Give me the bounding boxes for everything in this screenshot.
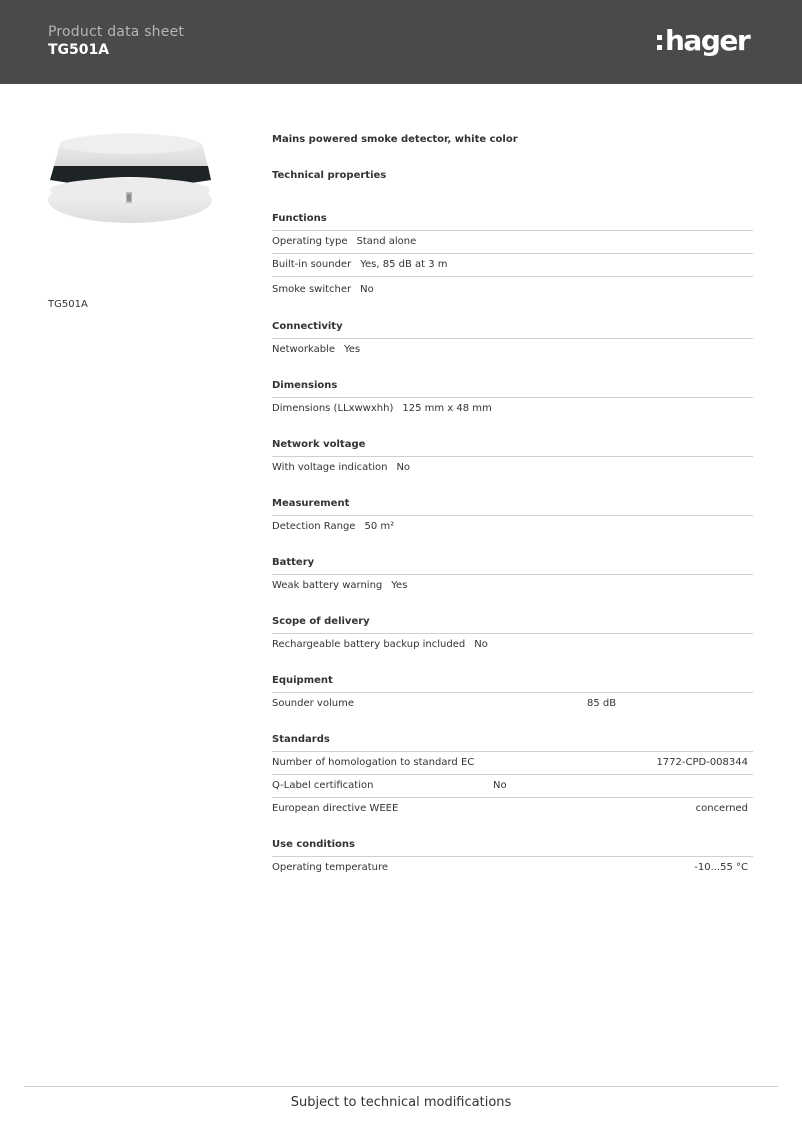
section-title: Use conditions <box>272 839 355 850</box>
section-title: Battery <box>272 557 315 568</box>
property-row <box>272 397 753 420</box>
section-use-conditions <box>272 836 753 879</box>
section-measurement <box>272 495 753 538</box>
property-label: Sounder volume <box>272 698 354 709</box>
property-value: Yes, 85 dB at 3 m <box>360 259 448 270</box>
property-value: 1772-CPD-008344 <box>656 757 748 768</box>
property-row <box>272 751 753 774</box>
property-label: Detection Range <box>272 521 356 532</box>
property-value: No <box>493 780 507 791</box>
property-label: Q-Label certification <box>272 780 374 791</box>
product-details <box>272 131 753 895</box>
property-label: Built-in sounder <box>272 259 352 270</box>
property-row <box>272 774 753 797</box>
section-connectivity <box>272 318 753 361</box>
property-row <box>272 276 753 302</box>
property-value: No <box>396 462 411 473</box>
property-label: Networkable <box>272 344 335 355</box>
section-title: Scope of delivery <box>272 616 370 627</box>
footer-note: Subject to technical modifications <box>290 1095 512 1110</box>
property-row <box>272 456 753 479</box>
property-value: concerned <box>695 803 748 814</box>
property-value: Yes <box>343 344 361 355</box>
property-value: Yes <box>391 580 408 591</box>
logo-text: hager <box>665 23 750 57</box>
section-network-voltage <box>272 436 753 479</box>
property-value: 125 mm x 48 mm <box>402 403 492 414</box>
section-battery <box>272 554 753 597</box>
section-title: Network voltage <box>272 439 366 450</box>
section-functions <box>272 210 753 302</box>
property-label: European directive WEEE <box>272 803 399 814</box>
image-caption: TG501A <box>48 299 88 310</box>
property-row <box>272 230 753 253</box>
property-row <box>272 692 753 715</box>
product-code-title: TG501A <box>48 42 110 58</box>
property-label: Operating temperature <box>272 862 389 873</box>
section-title: Connectivity <box>272 321 343 332</box>
property-label: Weak battery warning <box>272 580 383 591</box>
property-label: With voltage indication <box>272 462 388 473</box>
section-dimensions <box>272 377 753 420</box>
property-value: 85 dB <box>587 698 617 709</box>
property-label: Number of homologation to standard EC <box>272 757 475 768</box>
property-label: Rechargeable battery backup included <box>272 639 466 650</box>
section-equipment <box>272 672 753 715</box>
property-label: Operating type <box>272 236 348 247</box>
property-row <box>272 797 753 820</box>
property-label: Dimensions (LLxwwxhh) <box>272 403 394 414</box>
hager-logo <box>657 22 749 58</box>
property-value: 50 m² <box>364 521 395 532</box>
section-standards <box>272 731 753 820</box>
property-row <box>272 515 753 538</box>
smoke-detector-image <box>44 120 216 230</box>
property-row <box>272 338 753 361</box>
footer-divider <box>24 1086 778 1087</box>
section-title: Equipment <box>272 675 333 686</box>
property-value: No <box>474 639 488 650</box>
section-title: Standards <box>272 734 330 745</box>
section-title: Dimensions <box>272 380 338 391</box>
property-value: -10...55 °C <box>694 862 748 873</box>
property-row <box>272 633 753 656</box>
property-label: Smoke switcher <box>272 284 352 295</box>
property-row <box>272 253 753 276</box>
property-value: No <box>360 284 374 295</box>
header-bar <box>0 0 802 84</box>
document-type-label: Product data sheet <box>48 24 185 40</box>
logo-colon-icon <box>657 35 662 50</box>
section-title: Functions <box>272 213 327 224</box>
technical-properties-heading: Technical properties <box>272 170 387 181</box>
property-value: Stand alone <box>356 236 417 247</box>
section-title: Measurement <box>272 498 350 509</box>
property-row <box>272 574 753 597</box>
section-scope-of-delivery <box>272 613 753 656</box>
product-description: Mains powered smoke detector, white color <box>272 134 518 145</box>
property-row <box>272 856 753 879</box>
